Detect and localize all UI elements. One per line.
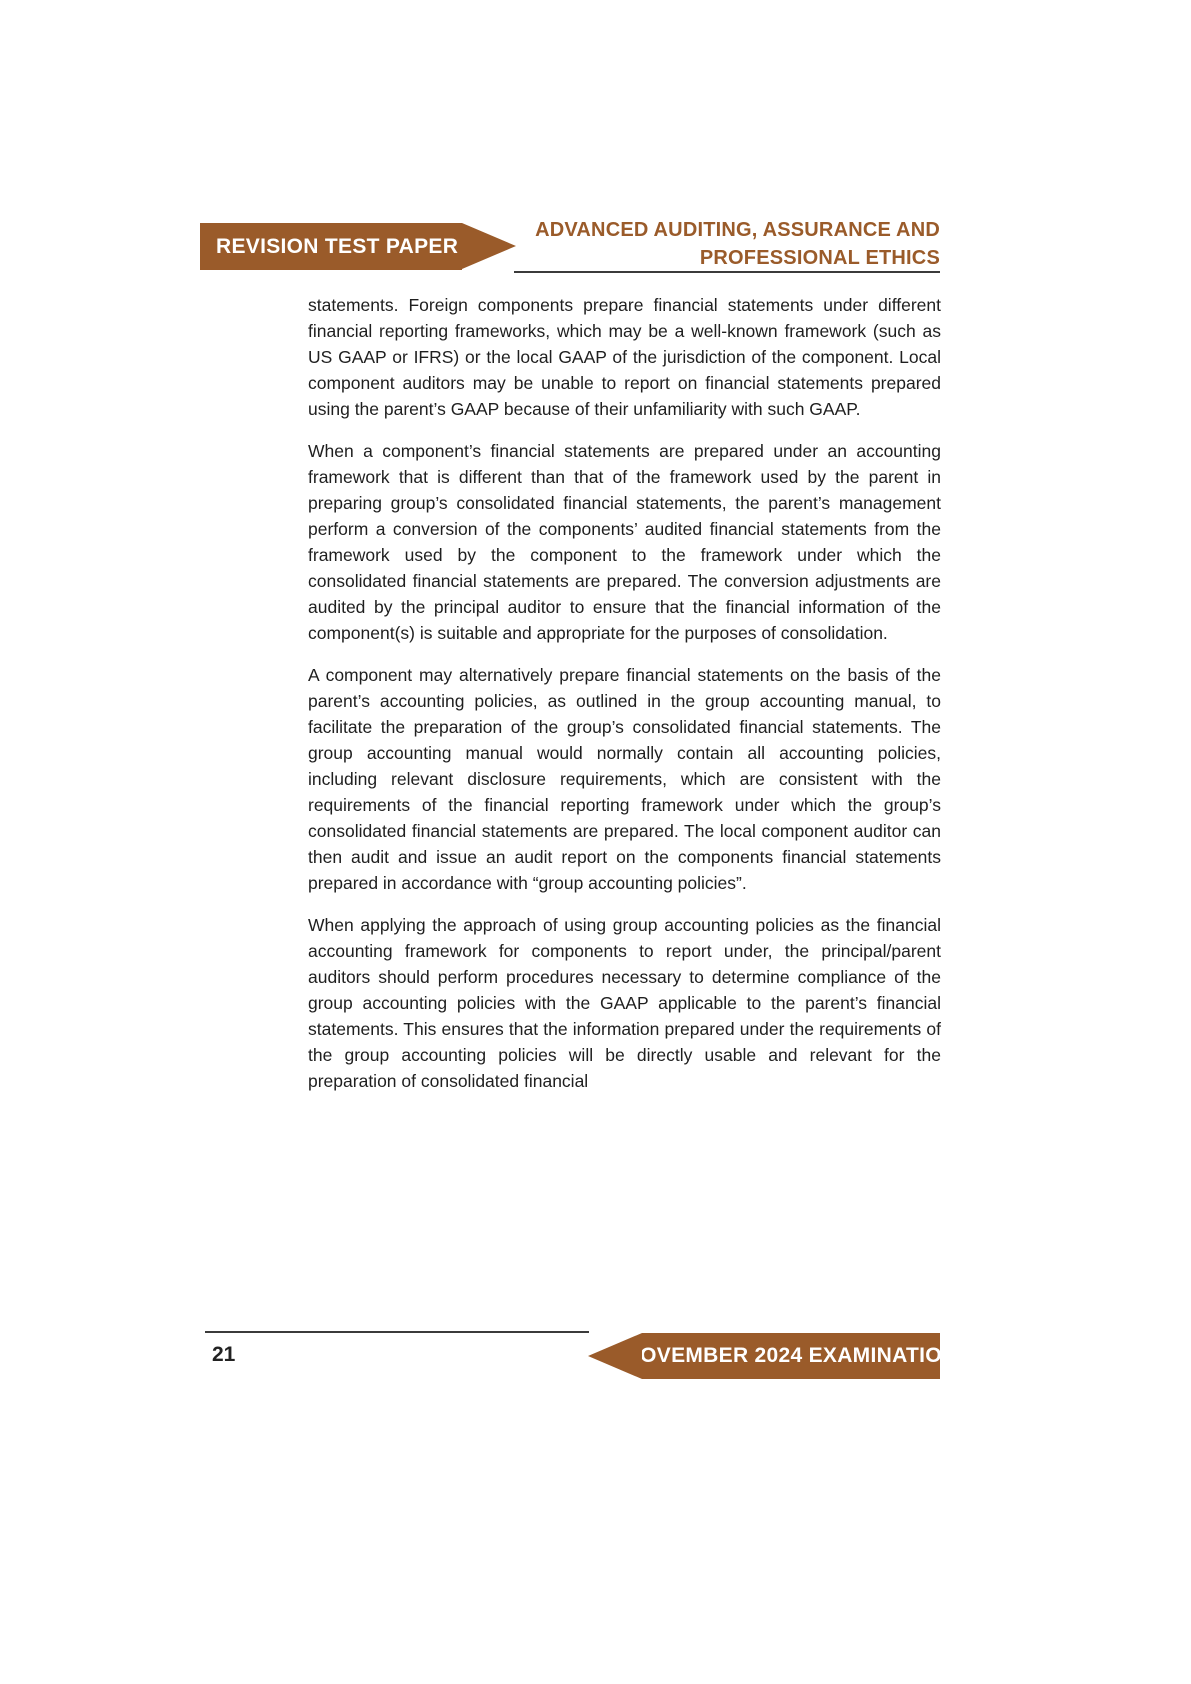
footer-divider [205, 1331, 589, 1333]
paragraph-2: When a component’s financial statements are prepared under an accounting framework that is different than that of the framework used by the parent in preparing group’s consolidated financial statements, the parent’s management perform a conversion of the components’ audited financial statements from the framework used by the component to the framework under which the consolidated financial statements are prepared. The conversion adjustments are audited by the principal auditor to ensure that the financial information of the component(s) is suitable and appropriate for the purposes of consolidation. [308, 441, 941, 643]
paragraph-4: When applying the approach of using group accounting policies as the financial accounting framework for components to report under, the principal/parent auditors should perform procedures necessary to determine compliance of the group accounting policies with the GAAP applicable to the parent’s financial statements. This ensures that the information prepared under the requirements of the group accounting policies will be directly usable and relevant for the preparation of consolidated financial [308, 915, 941, 1091]
document-title [535, 216, 940, 272]
header-divider [514, 271, 940, 273]
examination-banner-label: NOVEMBER 2024 EXAMINATION [624, 1344, 958, 1367]
page-body [308, 292, 941, 1110]
revision-test-paper-banner [200, 223, 462, 270]
revision-test-paper-label: REVISION TEST PAPER [216, 234, 459, 258]
banner-right-arrow-icon [462, 223, 516, 269]
paragraph-3: A component may alternatively prepare financial statements on the basis of the parent’s accounting policies, as outlined in the group accounting manual, to facilitate the preparation of the group’s consolidated financial statements. The group accounting manual would normally contain all accounting policies, including relevant disclosure requirements, which are consistent with the requirements of the financial reporting framework under which the group’s consolidated financial statements are prepared. The local component auditor can then audit and issue an audit report on the components financial statements prepared in accordance with “group accounting policies”. [308, 665, 941, 893]
paragraph-1: statements. Foreign components prepare financial statements under different financial reporting frameworks, which may be a well-known framework (such as US GAAP or IFRS) or the local GAAP of the jurisdiction of the component. Local component auditors may be unable to report on financial statements prepared using the parent’s GAAP because of their unfamiliarity with such GAAP. [308, 295, 941, 419]
banner-left-arrow-icon [588, 1333, 642, 1379]
page-number: 21 [212, 1343, 236, 1366]
examination-banner [624, 1333, 958, 1379]
document-title-line-2: PROFESSIONAL ETHICS [699, 247, 940, 269]
document-title-line-1: ADVANCED AUDITING, ASSURANCE AND [535, 219, 940, 241]
